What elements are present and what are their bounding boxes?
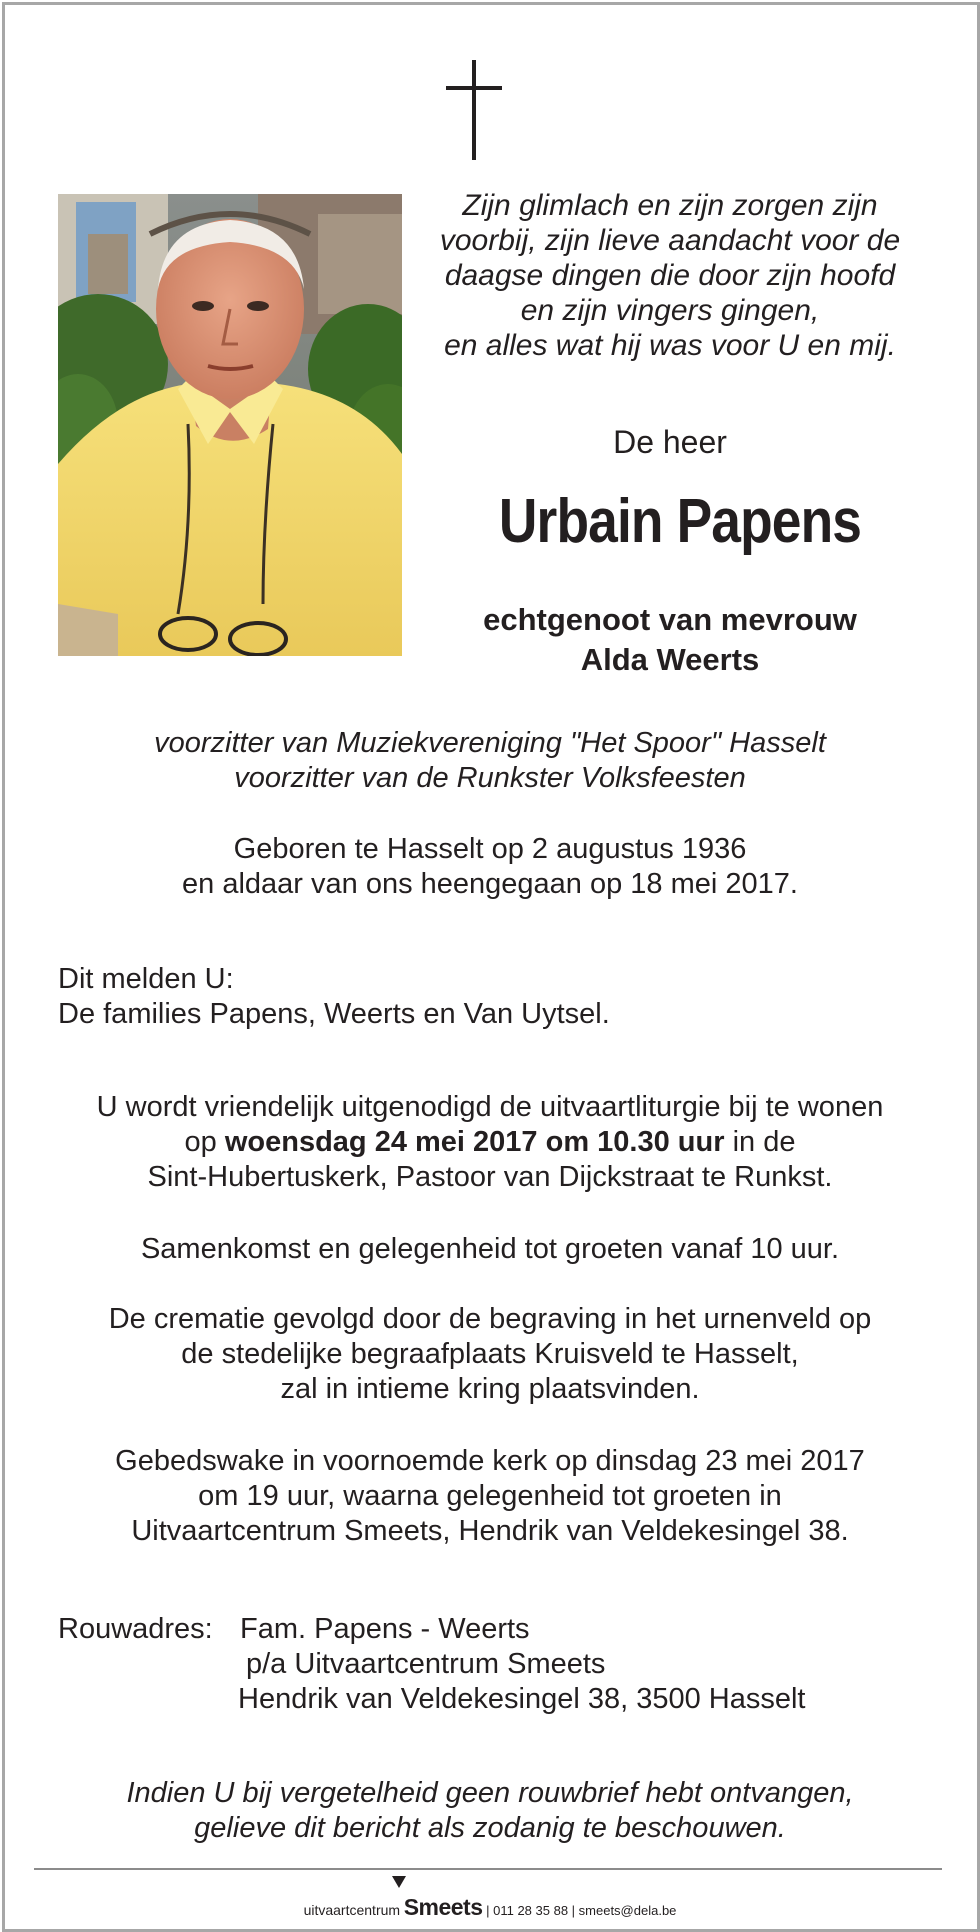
cremation-block [40, 1302, 940, 1407]
role-line: voorzitter van Muziekvereniging "Het Spoor" Hasselt [154, 727, 826, 759]
cremation-line: De crematie gevolgd door de begraving in het urnenveld op [108, 1303, 872, 1335]
closing-line: gelieve dit bericht als zodanig te beschouwen. [194, 1812, 786, 1844]
footer-line [0, 1894, 980, 1921]
honorific: De heer [613, 424, 727, 460]
cross-icon [446, 60, 502, 160]
poem-line: voorbij, zijn lieve aandacht voor de [439, 224, 901, 257]
roles-block [40, 726, 940, 796]
funeral-line: U wordt vriendelijk uitgenodigd de uitvaartliturgie bij te wonen [96, 1091, 884, 1123]
portrait-photo [58, 194, 402, 656]
footer-prefix: uitvaartcentrum [303, 1902, 401, 1918]
address-line: Fam. Papens - Weerts [240, 1613, 530, 1645]
funeral-post: in de [724, 1126, 796, 1158]
gathering-line: Samenkomst en gelegenheid tot groeten vanaf 10 uur. [140, 1233, 840, 1265]
spouse-line: echtgenoot van mevrouw [483, 602, 857, 637]
role-line: voorzitter van de Runkster Volksfeesten [234, 762, 746, 794]
announcement-block [58, 962, 610, 1032]
address-line: p/a Uitvaartcentrum Smeets [246, 1648, 606, 1680]
poem [420, 188, 920, 363]
funeral-date-line [40, 1125, 940, 1160]
funeral-date: woensdag 24 mei 2017 om 10.30 uur [224, 1126, 725, 1158]
birth-line: Geboren te Hasselt op 2 augustus 1936 [233, 833, 747, 865]
poem-line: en zijn vingers gingen, [520, 294, 820, 327]
spouse-block [420, 600, 920, 680]
address-line: Hendrik van Veldekesingel 38, 3500 Hasselt [238, 1683, 806, 1715]
cremation-line: de stedelijke begraafplaats Kruisveld te Hasselt, [181, 1338, 799, 1370]
poem-line: en alles wat hij was voor U en mij. [444, 329, 896, 362]
announcement-families: De families Papens, Weerts en Van Uytsel. [58, 998, 610, 1030]
poem-line: daagse dingen die door zijn hoofd [444, 259, 896, 292]
address-label: Rouwadres: [58, 1613, 213, 1645]
vigil-line: Uitvaartcentrum Smeets, Hendrik van Veldekesingel 38. [131, 1515, 849, 1547]
vigil-line: om 19 uur, waarna gelegenheid tot groeten in [198, 1480, 782, 1512]
announcement-intro: Dit melden U: [58, 963, 234, 995]
cremation-line: zal in intieme kring plaatsvinden. [280, 1373, 700, 1405]
footer-brand: Smeets [403, 1894, 483, 1920]
triangle-down-icon [392, 1876, 406, 1888]
spouse-name: Alda Weerts [580, 642, 760, 677]
mourning-address [58, 1612, 805, 1717]
funeral-location: Sint-Hubertuskerk, Pastoor van Dijckstraat te Runkst. [147, 1161, 833, 1193]
death-line: en aldaar van ons heengegaan op 18 mei 2017. [182, 868, 798, 900]
vigil-line: Gebedswake in voornoemde kerk op dinsdag 23 mei 2017 [115, 1445, 865, 1477]
deceased-name: Urbain Papens [498, 487, 862, 556]
poem-line: Zijn glimlach en zijn zorgen zijn [462, 189, 878, 222]
footer-contact: | 011 28 35 88 | smeets@dela.be [482, 1903, 677, 1918]
vigil-block [40, 1444, 940, 1549]
footer-divider [34, 1868, 942, 1870]
closing-note [40, 1776, 940, 1846]
closing-line: Indien U bij vergetelheid geen rouwbrief hebt ontvangen, [126, 1777, 854, 1809]
birth-death-block [40, 832, 940, 902]
funeral-pre: op [184, 1126, 225, 1158]
funeral-block [40, 1090, 940, 1195]
